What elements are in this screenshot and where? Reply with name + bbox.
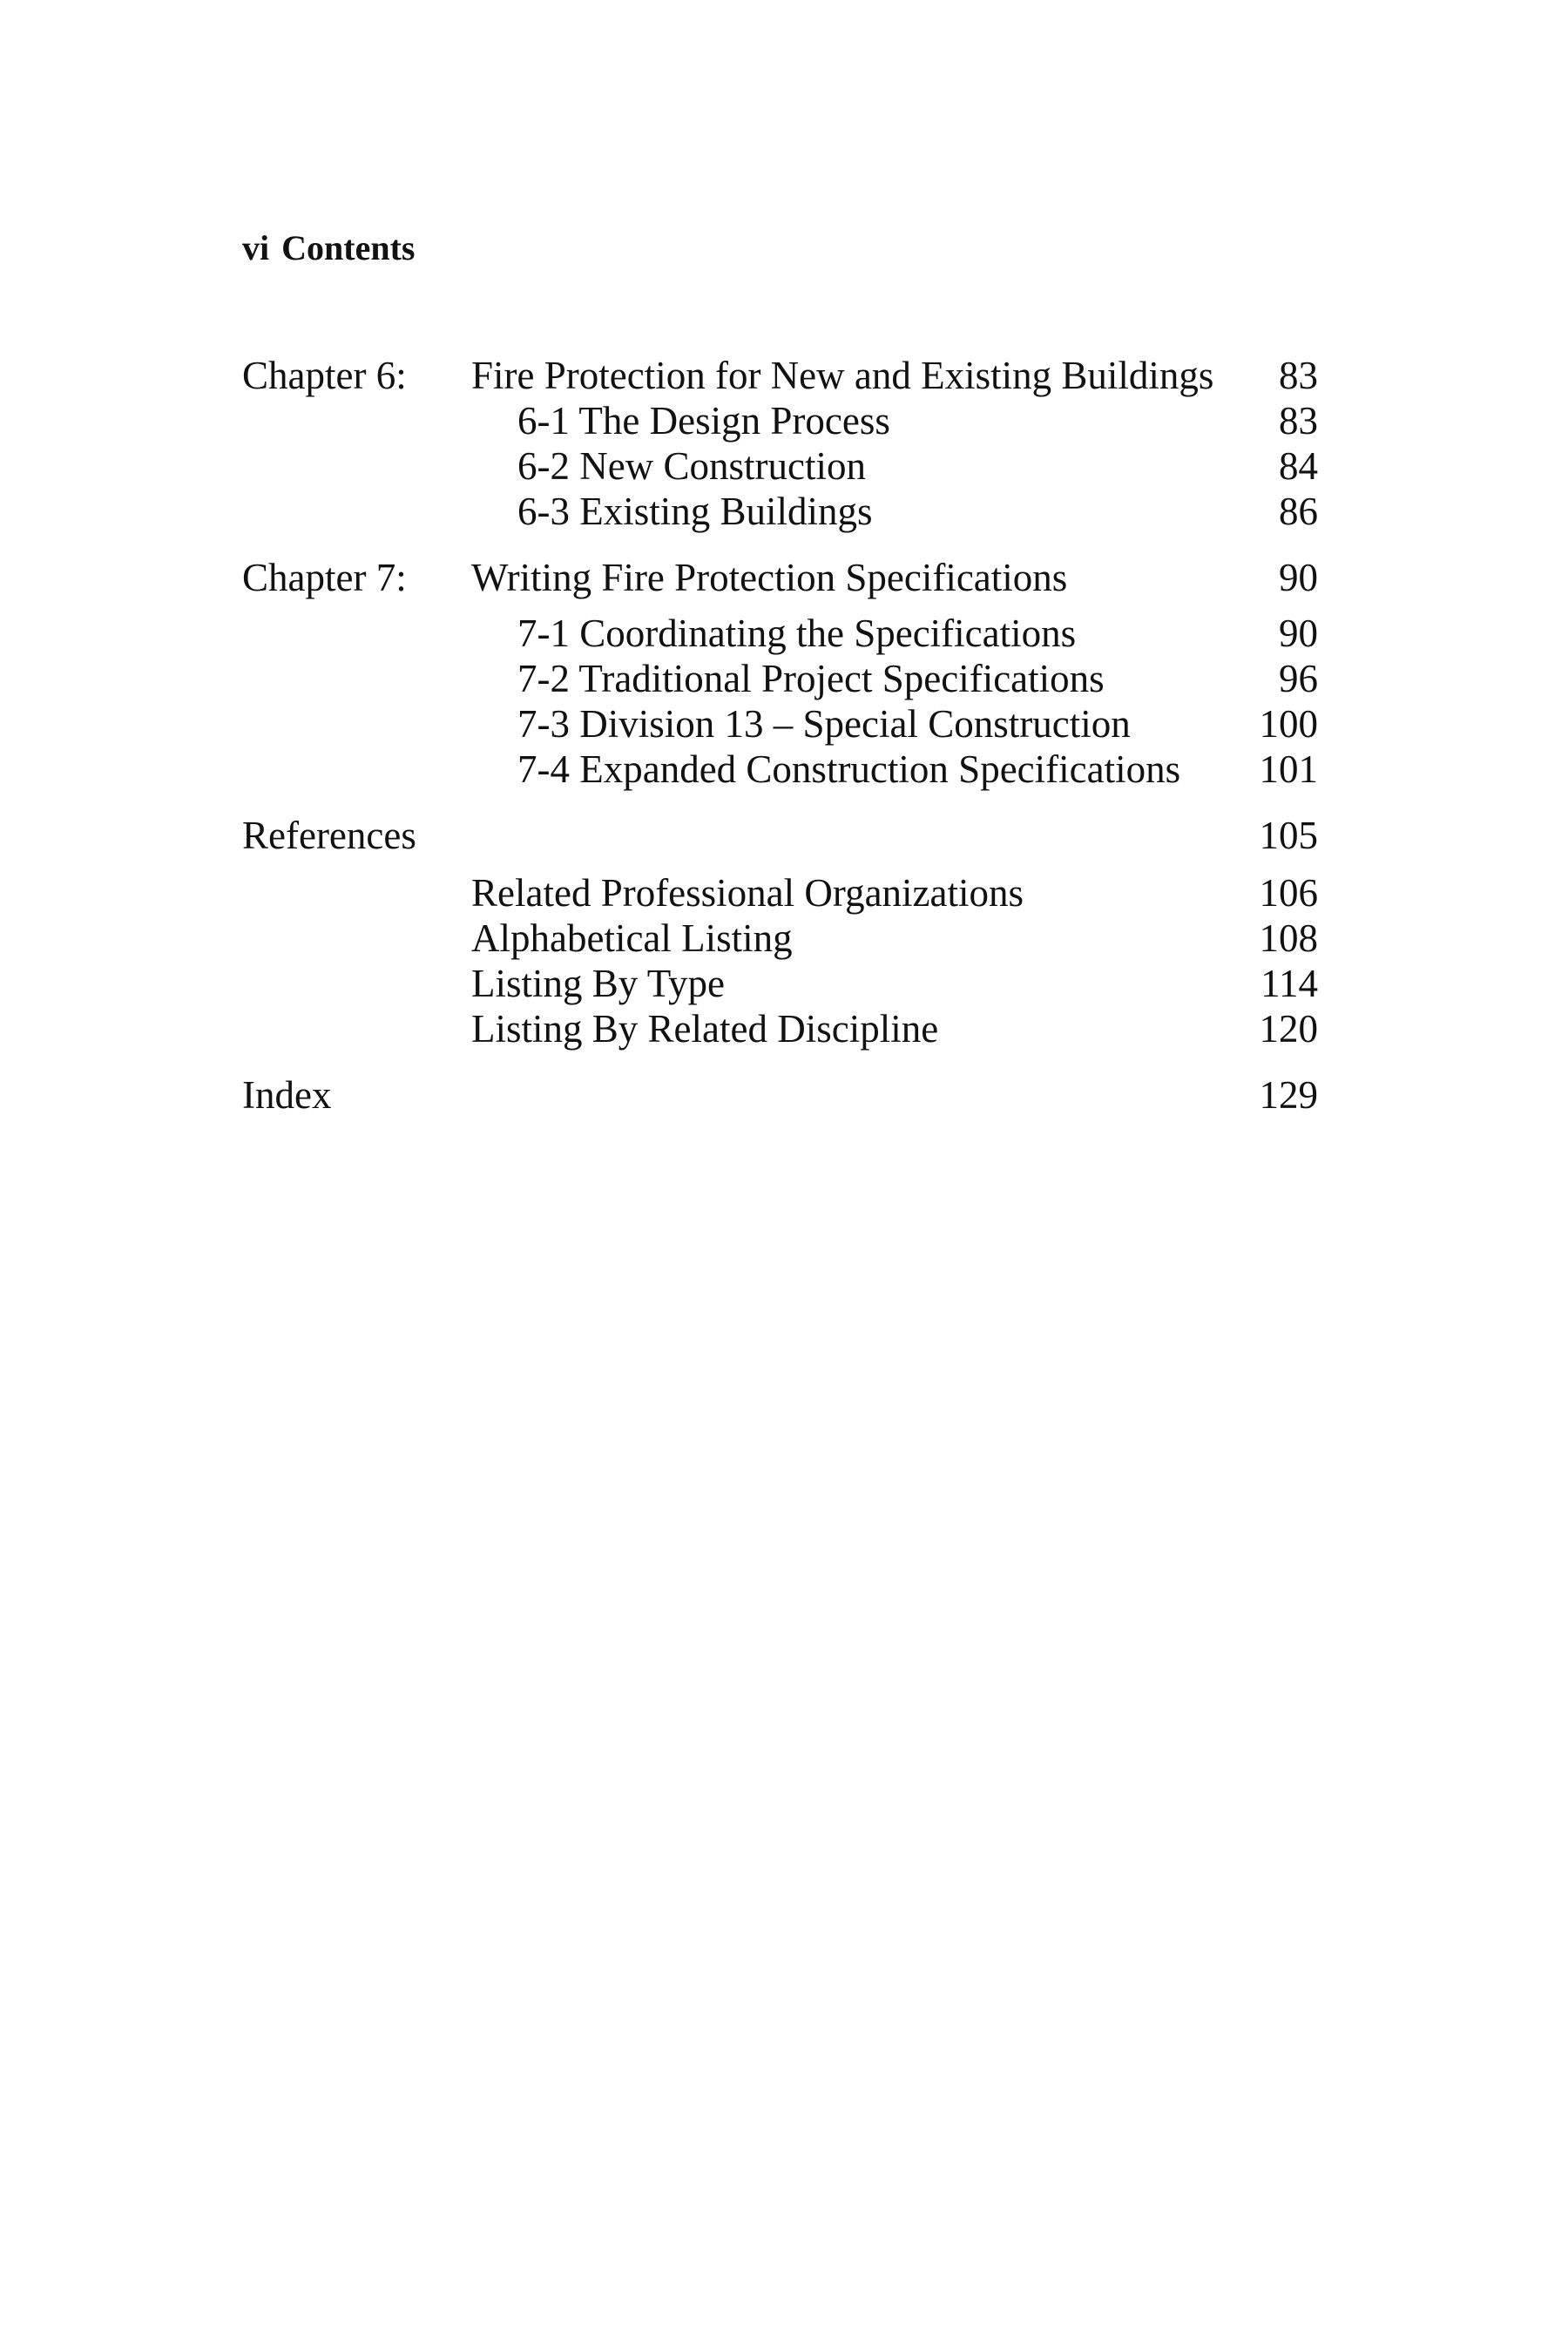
toc-references [242,813,1318,1051]
table-of-contents [242,353,1318,1118]
toc-entry[interactable] [242,701,1318,747]
page-number: 96 [1279,657,1318,700]
toc-entry[interactable] [242,870,1318,916]
page-number: 108 [1259,916,1318,960]
page-number: 100 [1259,702,1318,746]
page-number: 83 [1279,354,1318,397]
page-number: 83 [1279,399,1318,443]
section-title: 6-3 Existing Buildings [517,490,873,533]
reference-title: Alphabetical Listing [471,916,793,960]
section-title: 6-2 New Construction [517,444,866,488]
toc-entry[interactable] [242,1072,1318,1118]
toc-entry[interactable] [242,398,1318,443]
toc-chapter-7 [242,555,1318,792]
section-title: 7-4 Expanded Construction Specifications [517,747,1181,791]
page-number: 106 [1259,871,1318,915]
page-number: 101 [1259,747,1318,791]
toc-entry[interactable] [242,656,1318,701]
page-number: 90 [1279,556,1318,599]
toc-index [242,1072,1318,1118]
section-title: 6-1 The Design Process [517,399,890,443]
toc-entry[interactable] [242,555,1318,600]
chapter-title: Fire Protection for New and Existing Buildings [471,354,1214,397]
section-title: 7-2 Traditional Project Specifications [517,657,1105,700]
page-number: 120 [1259,1007,1318,1051]
toc-entry[interactable] [242,489,1318,534]
reference-title: Listing By Type [471,962,726,1005]
toc-entry[interactable] [242,916,1318,961]
page-number: 105 [1259,814,1318,857]
chapter-label: Chapter 6: [242,354,407,397]
toc-entry[interactable] [242,353,1318,398]
page-folio: vi [242,228,270,267]
toc-entry[interactable] [242,747,1318,792]
toc-entry[interactable] [242,813,1318,858]
running-head [242,228,416,267]
reference-title: Related Professional Organizations [471,871,1024,915]
section-title: 7-1 Coordinating the Specifications [517,612,1077,655]
page-number: 84 [1279,444,1318,488]
page-number: 114 [1260,962,1318,1005]
chapter-label: Chapter 7: [242,556,407,599]
toc-entry[interactable] [242,961,1318,1006]
toc-entry[interactable] [242,1006,1318,1051]
toc-entry[interactable] [242,443,1318,489]
references-label: References [242,814,416,857]
page-number: 129 [1259,1073,1318,1117]
chapter-title: Writing Fire Protection Specifications [471,556,1068,599]
section-title: 7-3 Division 13 – Special Construction [517,702,1131,746]
reference-title: Listing By Related Discipline [471,1007,939,1051]
toc-chapter-6 [242,353,1318,534]
page-number: 86 [1279,490,1318,533]
toc-entry[interactable] [242,611,1318,656]
page-title: Contents [281,228,416,267]
page-number: 90 [1279,612,1318,655]
index-label: Index [242,1073,332,1117]
